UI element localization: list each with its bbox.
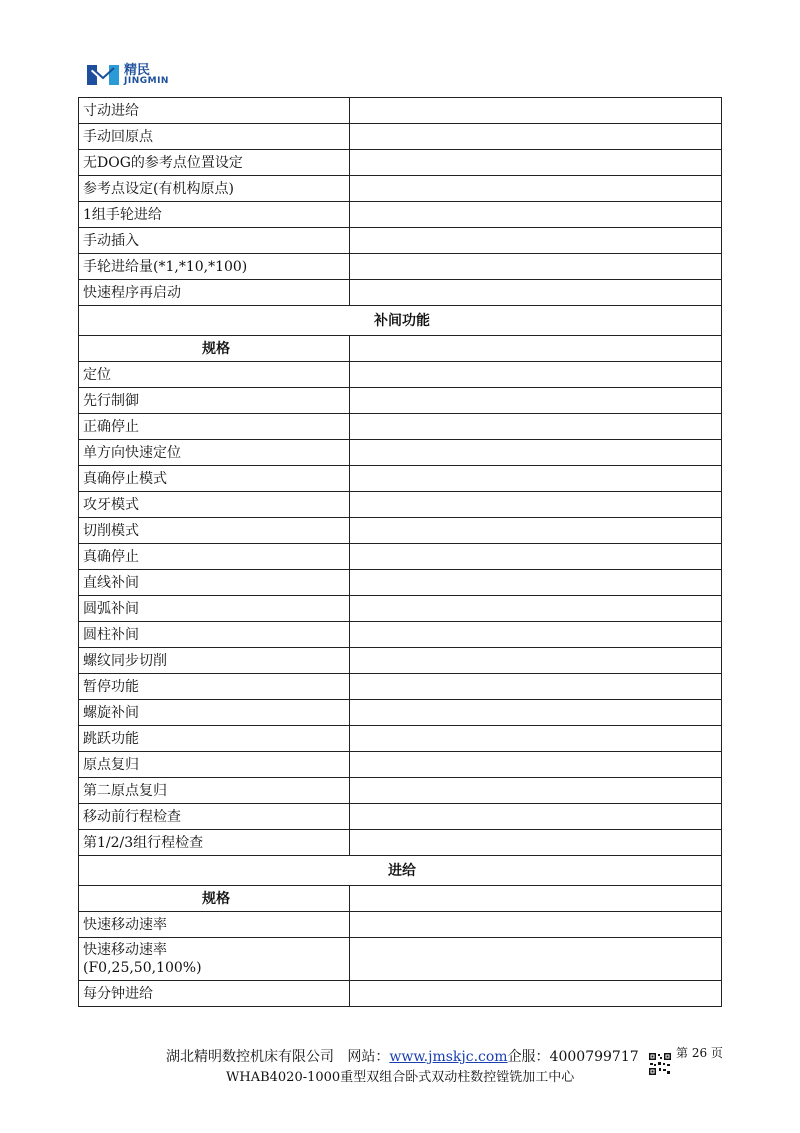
- spec-item: 手动插入: [79, 228, 350, 254]
- spec-value: [350, 648, 722, 674]
- spec-value: [350, 228, 722, 254]
- spec-value: [350, 254, 722, 280]
- table-row: [79, 804, 722, 830]
- table-row: [79, 150, 722, 176]
- table-row: [79, 938, 722, 981]
- section-row: [79, 306, 722, 336]
- spec-value: [350, 912, 722, 938]
- page-number: 第 26 页: [676, 1046, 723, 1060]
- footer-product: WHAB4020-1000重型双组合卧式双动柱数控镗铣加工中心: [226, 1070, 575, 1085]
- spec-value: [350, 492, 722, 518]
- spec-item: 切削模式: [79, 518, 350, 544]
- spec-value: [350, 544, 722, 570]
- spec-item: 手动回原点: [79, 124, 350, 150]
- spec-item: 第二原点复归: [79, 778, 350, 804]
- table-row: [79, 622, 722, 648]
- spec-item: 无DOG的参考点位置设定: [79, 150, 350, 176]
- table-row: [79, 228, 722, 254]
- spec-item: 跳跃功能: [79, 726, 350, 752]
- company-logo: [86, 62, 169, 88]
- spec-value: [350, 938, 722, 981]
- spec-value: [350, 280, 722, 306]
- spec-item: 圆弧补间: [79, 596, 350, 622]
- spec-value: [350, 98, 722, 124]
- footer-site-label: 网站：: [347, 1049, 390, 1065]
- spec-value: [350, 981, 722, 1007]
- table-row: [79, 570, 722, 596]
- table-row: [79, 176, 722, 202]
- jingmin-logo-icon: [86, 62, 120, 88]
- table-row: [79, 778, 722, 804]
- table-row: [79, 440, 722, 466]
- table-row: [79, 254, 722, 280]
- table-row: [79, 280, 722, 306]
- spec-item-line: 快速移动速率: [83, 942, 167, 958]
- table-row: [79, 544, 722, 570]
- spec-item: 真确停止: [79, 544, 350, 570]
- spec-value: [350, 518, 722, 544]
- table-row: [79, 362, 722, 388]
- spec-item: 移动前行程检查: [79, 804, 350, 830]
- spec-value: [350, 440, 722, 466]
- spec-value: [350, 388, 722, 414]
- spec-item: 寸动进给: [79, 98, 350, 124]
- spec-table: [78, 97, 722, 1007]
- table-row: [79, 202, 722, 228]
- spec-value: [350, 596, 722, 622]
- spec-item: 手轮进给量(*1,*10,*100): [79, 254, 350, 280]
- table-row: [79, 752, 722, 778]
- spec-item: 每分钟进给: [79, 981, 350, 1007]
- spec-value: [350, 414, 722, 440]
- table-row: [79, 124, 722, 150]
- spec-value: [350, 362, 722, 388]
- qr-code-icon: [648, 1052, 672, 1076]
- spec-item: 定位: [79, 362, 350, 388]
- spec-item: 第1/2/3组行程检查: [79, 830, 350, 856]
- table-row: [79, 492, 722, 518]
- spec-item: 圆柱补间: [79, 622, 350, 648]
- logo-chinese: 精民: [124, 63, 151, 78]
- spec-item: 1组手轮进给: [79, 202, 350, 228]
- table-row: [79, 98, 722, 124]
- logo-english: JINGMIN: [124, 76, 169, 86]
- spec-item: 参考点设定(有机构原点): [79, 176, 350, 202]
- spec-item: 暂停功能: [79, 674, 350, 700]
- footer-company: 湖北精明数控机床有限公司: [166, 1049, 334, 1065]
- spec-item: 真确停止模式: [79, 466, 350, 492]
- footer-website-link[interactable]: www.jmskjc.com: [389, 1049, 508, 1065]
- spec-item: 正确停止: [79, 414, 350, 440]
- section-title-feed: 进给: [79, 856, 722, 886]
- spec-value: [350, 570, 722, 596]
- spec-item: 快速移动速率: [79, 912, 350, 938]
- spec-item: 直线补间: [79, 570, 350, 596]
- spec-value: [350, 466, 722, 492]
- spec-item: 螺旋补间: [79, 700, 350, 726]
- spec-item: 原点复归: [79, 752, 350, 778]
- spec-value: [350, 830, 722, 856]
- spec-item: 先行制御: [79, 388, 350, 414]
- table-row: [79, 912, 722, 938]
- spec-value: [350, 674, 722, 700]
- table-row: [79, 648, 722, 674]
- spec-value: [350, 752, 722, 778]
- table-row: [79, 726, 722, 752]
- table-row: [79, 981, 722, 1007]
- spec-item: 单方向快速定位: [79, 440, 350, 466]
- table-row: [79, 466, 722, 492]
- spec-value: [350, 176, 722, 202]
- spec-value: [350, 886, 722, 912]
- spec-column-header: 规格: [79, 336, 350, 362]
- footer-contact: [166, 1046, 639, 1066]
- spec-item: 快速程序再启动: [79, 280, 350, 306]
- spec-value: [350, 778, 722, 804]
- spec-value: [350, 726, 722, 752]
- table-row: [79, 414, 722, 440]
- table-row: [79, 596, 722, 622]
- spec-item: 螺纹同步切削: [79, 648, 350, 674]
- spec-value: [350, 202, 722, 228]
- spec-value: [350, 804, 722, 830]
- table-row: [79, 700, 722, 726]
- table-row: [79, 518, 722, 544]
- table-row: [79, 674, 722, 700]
- section-row: [79, 856, 722, 886]
- spec-item-line: (F0,25,50,100%): [83, 960, 202, 976]
- footer-service: 企服：4000799717: [507, 1049, 639, 1065]
- spec-value: [350, 700, 722, 726]
- header-row: [79, 886, 722, 912]
- spec-column-header: 规格: [79, 886, 350, 912]
- header-row: [79, 336, 722, 362]
- spec-value: [350, 336, 722, 362]
- spec-value: [350, 124, 722, 150]
- table-row: [79, 388, 722, 414]
- table-row: [79, 830, 722, 856]
- section-title-interpolation: 补间功能: [79, 306, 722, 336]
- spec-item: [79, 938, 350, 981]
- spec-value: [350, 150, 722, 176]
- spec-item: 攻牙模式: [79, 492, 350, 518]
- spec-value: [350, 622, 722, 648]
